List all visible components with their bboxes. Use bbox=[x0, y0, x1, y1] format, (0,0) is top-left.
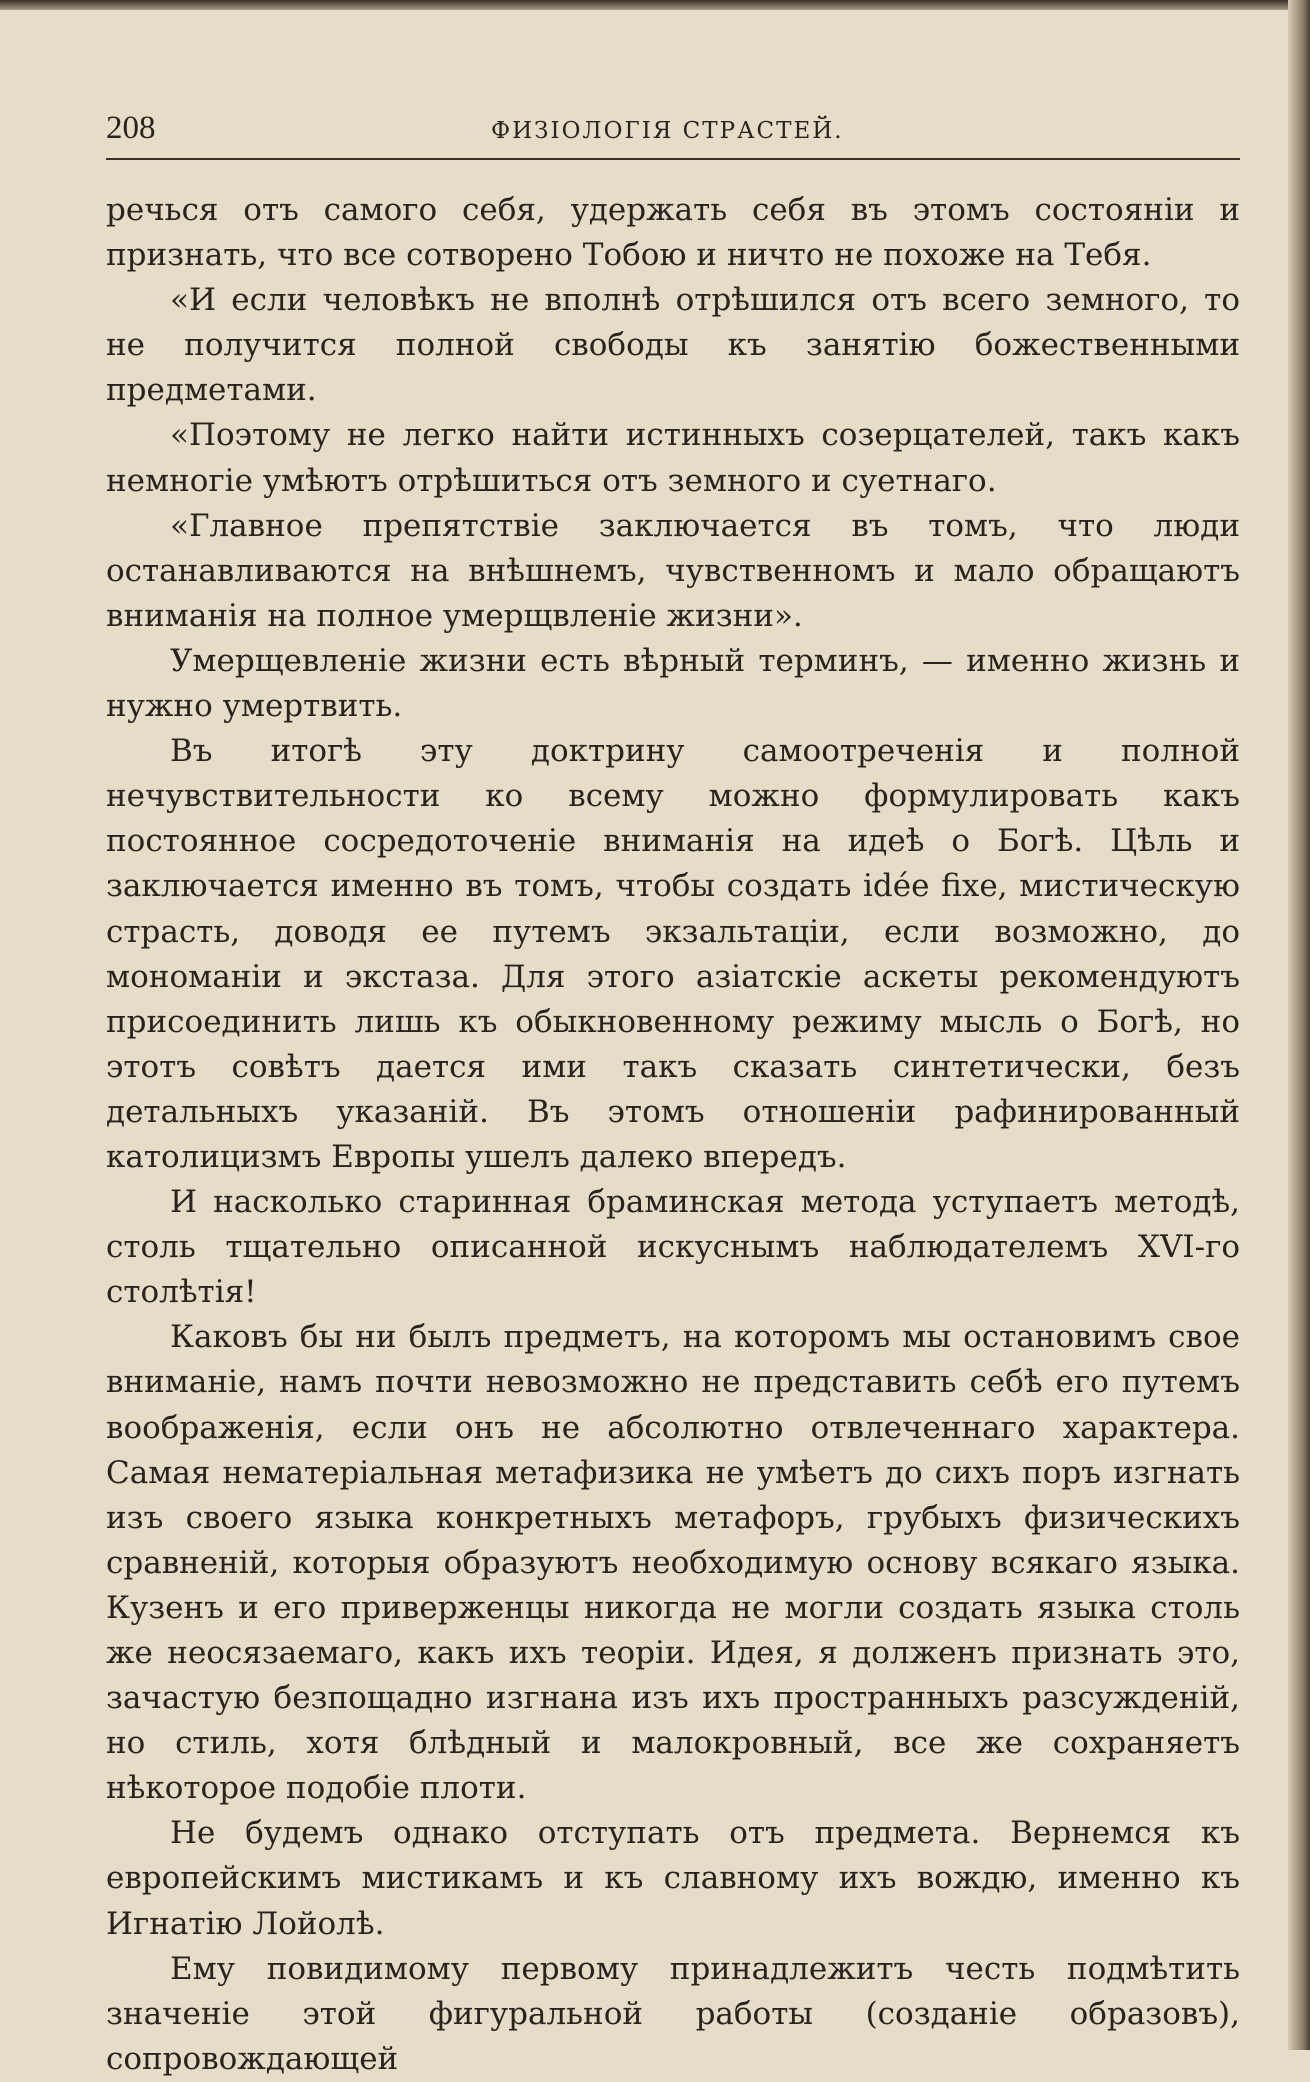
paragraph: «Главное препятствіе заключается въ томъ, что люди останавливаются на внѣшнемъ, чувственномъ и мало обращаютъ вниманія на полное умерщвленіе жизни». bbox=[106, 507, 1240, 634]
paragraph: Каковъ бы ни былъ предметъ, на которомъ мы остановимъ свое вниманіе, намъ почти невозможно не представить себѣ его путемъ воображенія, если онъ не абсолютно отвлеченнаго характера. Самая нематеріальная метафизика не умѣетъ до сихъ поръ изгнать изъ своего языка конкретныхъ метафоръ, грубыхъ физическихъ сравненій, которыя образуютъ необходимую основу всякаго языка. Кузенъ и его приверженцы никогда не могли создать языка столь же неосязаемаго, какъ ихъ теоріи. Идея, я долженъ признать это, зачастую безпощадно изгнана изъ ихъ пространныхъ разсужденій, но стиль, хотя блѣдный и малокровный, все же сохраняетъ нѣкоторое подобіе плоти. bbox=[106, 1319, 1240, 1807]
paragraph: Умерщевленіе жизни есть вѣрный терминъ, — именно жизнь и нужно умертвить. bbox=[106, 642, 1240, 725]
paragraph: Не будемъ однако отступать отъ предмета. Вернемся къ европейскимъ мистикамъ и къ славному ихъ вождю, именно къ Игнатію Лойолѣ. bbox=[106, 1815, 1240, 1942]
scan-top-edge bbox=[0, 0, 1310, 10]
paragraph-continued: речься отъ самого себя, удержать себя въ этомъ состояніи и признать, что все сотворено Тобою и ничто не похоже на Тебя. bbox=[106, 192, 1240, 274]
paragraph: «Поэтому не легко найти истинныхъ созерцателей, такъ какъ немногіе умѣютъ отрѣшиться отъ земного и суетнаго. bbox=[106, 417, 1240, 499]
running-title: ФИЗІОЛОГІЯ СТРАСТЕЙ. bbox=[491, 118, 844, 144]
paragraph: «И если человѣкъ не вполнѣ отрѣшился отъ всего земного, то не получится полной свободы къ занятію божественными предметами. bbox=[106, 282, 1240, 409]
paragraph: И насколько старинная браминская метода уступаетъ методѣ, столь тщательно описанной искуснымъ наблюдателемъ XVI-го столѣтія! bbox=[106, 1184, 1240, 1311]
scan-right-edge bbox=[1288, 0, 1310, 2050]
body-text bbox=[106, 188, 1240, 2082]
page-number: 208 bbox=[106, 110, 156, 146]
paragraph: Ему повидимому первому принадлежитъ честь подмѣтить значеніе этой фигуральной работы (созданіе образовъ), сопровождающей bbox=[106, 1950, 1240, 2077]
running-head bbox=[106, 108, 1240, 160]
book-page bbox=[106, 108, 1240, 2082]
paragraph: Въ итогѣ эту доктрину самоотреченія и полной нечувствительности ко всему можно формулировать какъ постоянное сосредоточеніе вниманія на идеѣ о Богѣ. Цѣль и заключается именно въ томъ, чтобы создать idée fixe, мистическую страсть, доводя ее путемъ экзальтаціи, если возможно, до мономаніи и экстаза. Для этого азіатскіе аскеты рекомендуютъ присоединить лишь къ обыкновенному режиму мысль о Богѣ, но этотъ совѣтъ дается ими такъ сказать синтетически, безъ детальныхъ указаній. Въ этомъ отношеніи рафинированный католицизмъ Европы ушелъ далеко впередъ. bbox=[106, 733, 1240, 1175]
